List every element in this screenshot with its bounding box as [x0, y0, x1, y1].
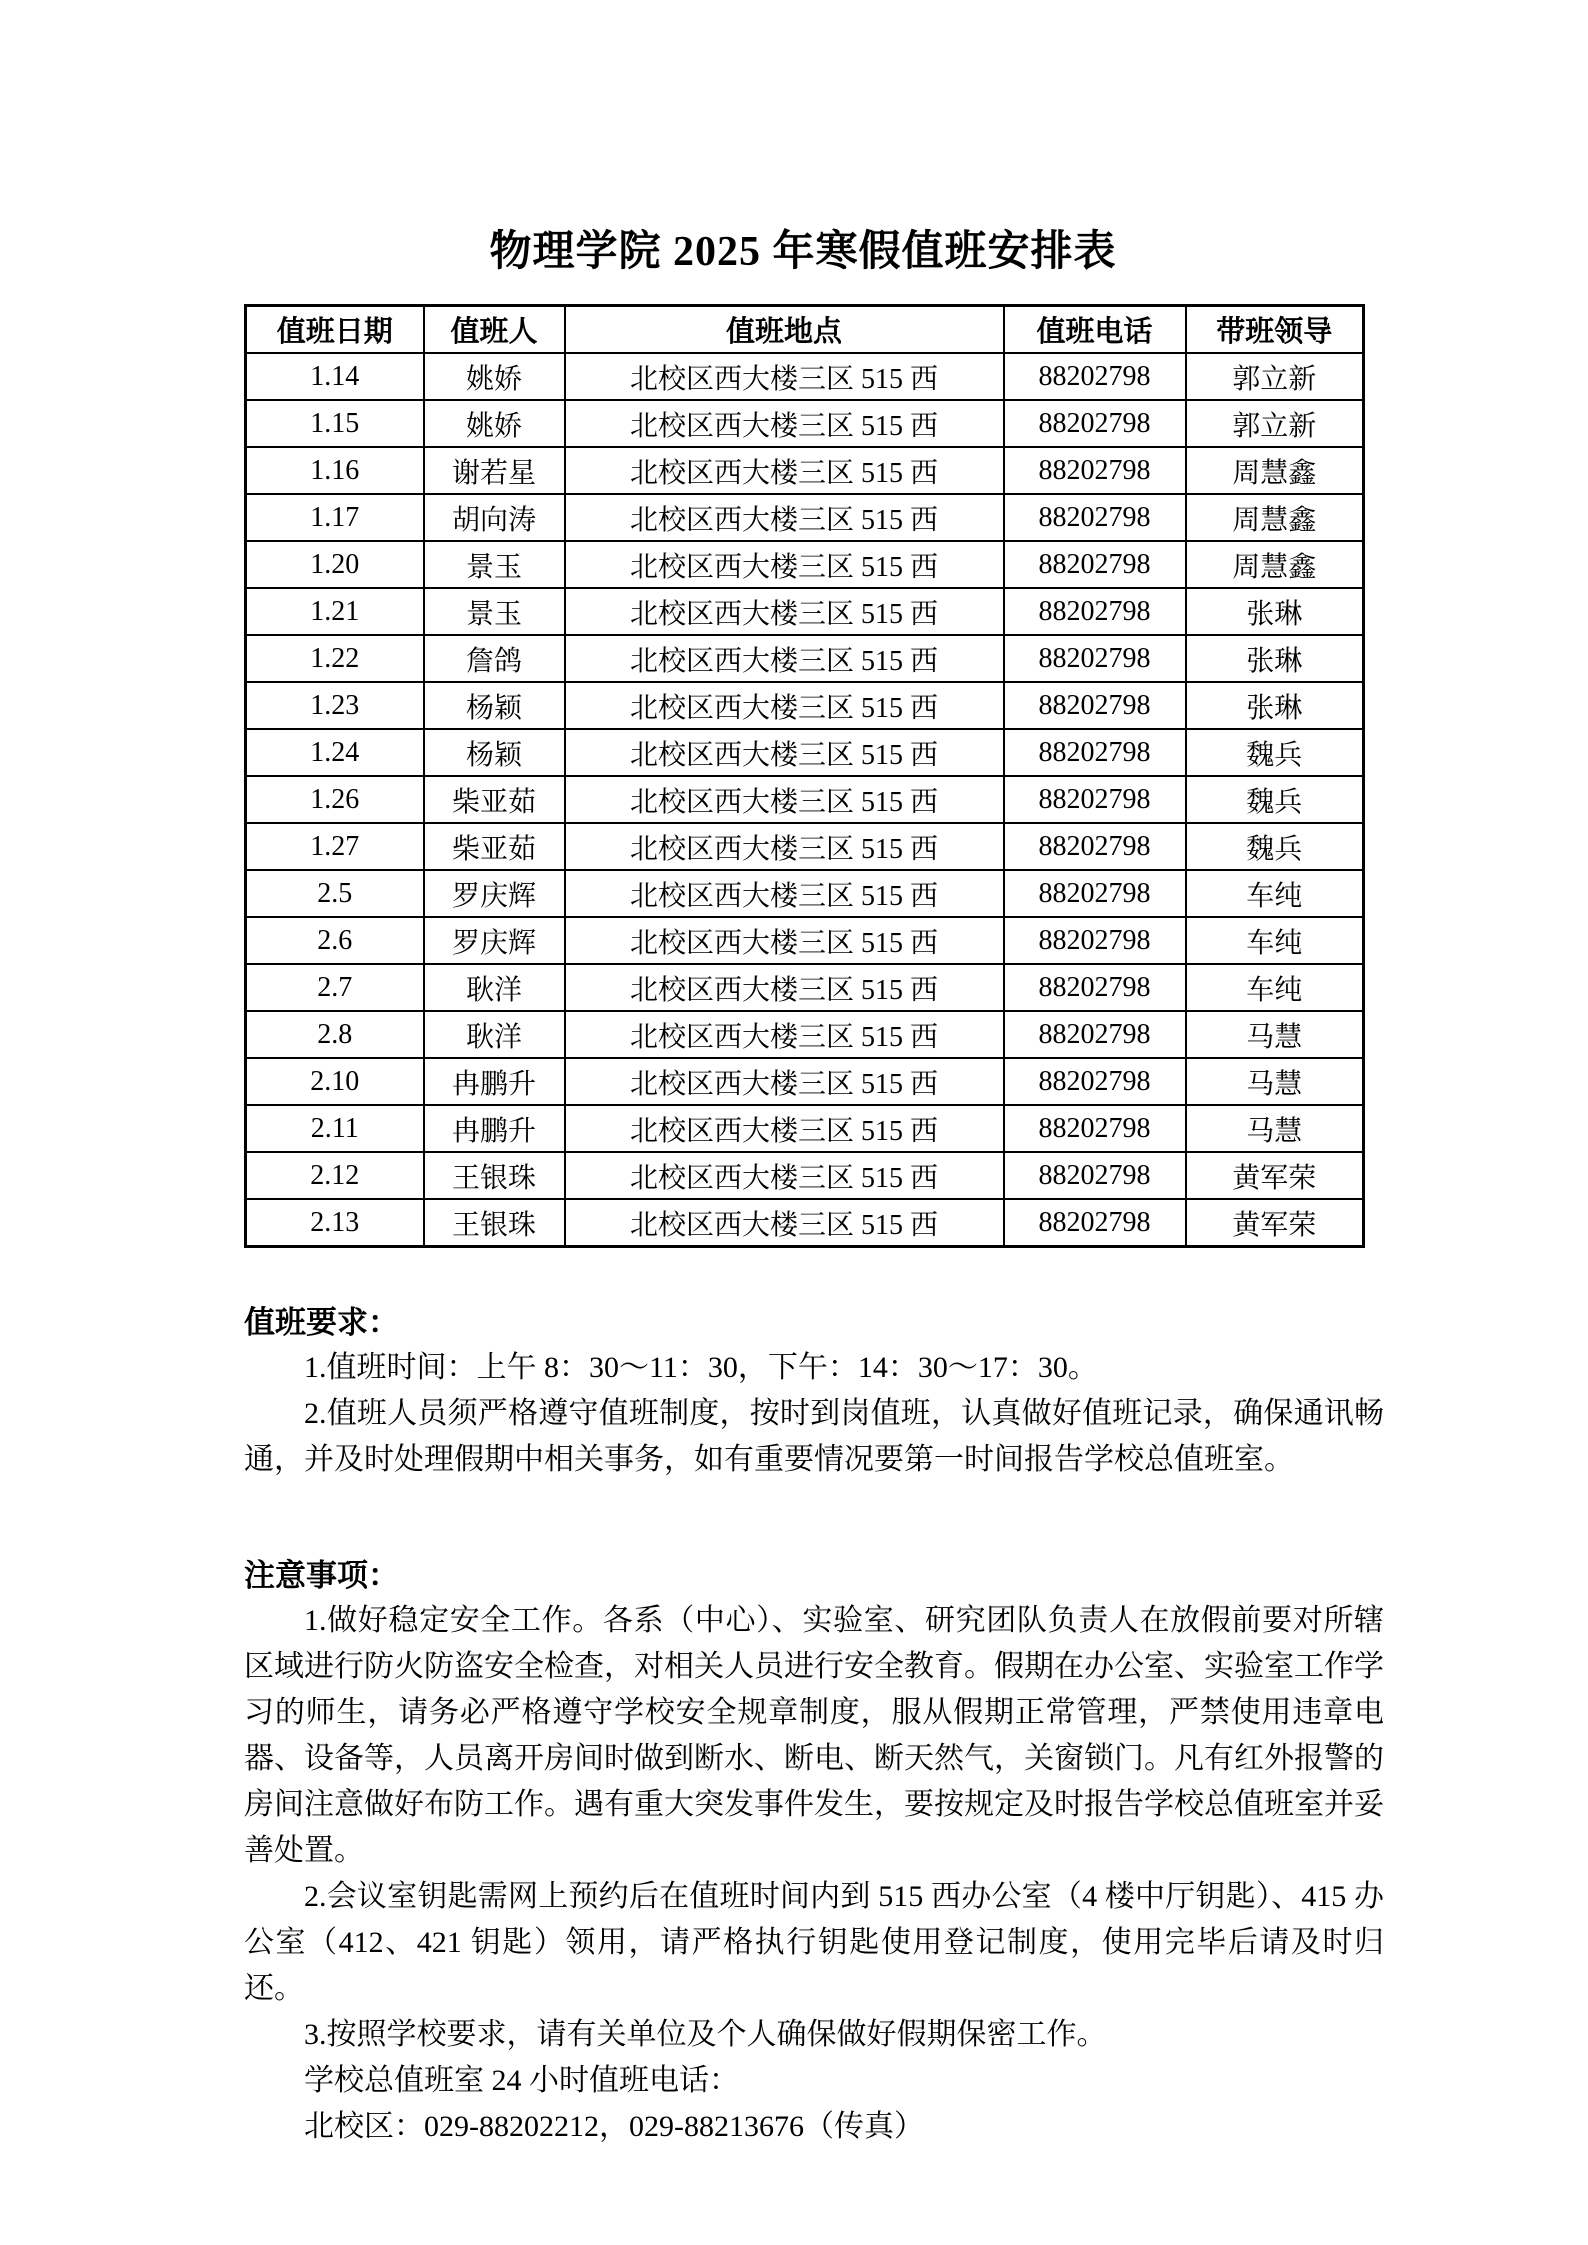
cell-duty-phone: 88202798: [1004, 682, 1186, 729]
header-duty-leader: 带班领导: [1186, 306, 1364, 354]
table-row: [246, 964, 1364, 1011]
page-title: 物理学院 2025 年寒假值班安排表: [489, 229, 1117, 275]
cell-duty-date: 2.7: [246, 964, 424, 1011]
cell-duty-person: 谢若星: [424, 447, 565, 494]
cell-duty-leader: 黄军荣: [1186, 1152, 1364, 1199]
cell-duty-person: 景玉: [424, 588, 565, 635]
table-row: [246, 541, 1364, 588]
cell-duty-date: 2.12: [246, 1152, 424, 1199]
table-row: [246, 870, 1364, 917]
cell-duty-phone: 88202798: [1004, 400, 1186, 447]
notes-item-2: 2.会议室钥匙需网上预约后在值班时间内到 515 西办公室（4 楼中厅钥匙）、415 办公室（412、421 钥匙）领用，请严格执行钥匙使用登记制度，使用完毕后请及时归还。: [244, 1880, 1384, 2005]
cell-duty-leader: 郭立新: [1186, 353, 1364, 400]
cell-duty-leader: 张琳: [1186, 588, 1364, 635]
cell-duty-date: 2.5: [246, 870, 424, 917]
cell-duty-person: 景玉: [424, 541, 565, 588]
cell-duty-location: 北校区西大楼三区 515 西: [565, 1058, 1004, 1105]
cell-duty-location: 北校区西大楼三区 515 西: [565, 1105, 1004, 1152]
cell-duty-phone: 88202798: [1004, 1011, 1186, 1058]
cell-duty-leader: 郭立新: [1186, 400, 1364, 447]
duty-table-header: [246, 306, 1364, 354]
notes-item-1: 1.做好稳定安全工作。各系（中心）、实验室、研究团队负责人在放假前要对所辖区域进行防火防盗安全检查，对相关人员进行安全教育。假期在办公室、实验室工作学习的师生，请务必严格遵守学校安全规章制度，服从假期正常管理，严禁使用违章电器、设备等，人员离开房间时做到断水、断电、断天然气，关窗锁门。凡有红外报警的房间注意做好布防工作。遇有重大突发事件发生，要按规定及时报告学校总值班室并妥善处置。: [244, 1604, 1384, 1867]
cell-duty-location: 北校区西大楼三区 515 西: [565, 682, 1004, 729]
cell-duty-phone: 88202798: [1004, 729, 1186, 776]
cell-duty-phone: 88202798: [1004, 353, 1186, 400]
table-row: [246, 1152, 1364, 1199]
cell-duty-date: 1.26: [246, 776, 424, 823]
cell-duty-person: 詹鸽: [424, 635, 565, 682]
table-row: [246, 917, 1364, 964]
table-row: [246, 776, 1364, 823]
cell-duty-date: 1.21: [246, 588, 424, 635]
cell-duty-phone: 88202798: [1004, 588, 1186, 635]
cell-duty-leader: 张琳: [1186, 635, 1364, 682]
cell-duty-location: 北校区西大楼三区 515 西: [565, 964, 1004, 1011]
cell-duty-date: 1.16: [246, 447, 424, 494]
cell-duty-location: 北校区西大楼三区 515 西: [565, 1152, 1004, 1199]
notes-heading: 注意事项：: [244, 1558, 399, 1593]
duty-table-body: [246, 353, 1364, 1247]
table-row: [246, 1011, 1364, 1058]
cell-duty-date: 2.10: [246, 1058, 424, 1105]
cell-duty-phone: 88202798: [1004, 870, 1186, 917]
cell-duty-person: 王银珠: [424, 1199, 565, 1247]
header-duty-date: 值班日期: [246, 306, 424, 354]
cell-duty-leader: 车纯: [1186, 964, 1364, 1011]
cell-duty-leader: 周慧鑫: [1186, 541, 1364, 588]
cell-duty-phone: 88202798: [1004, 635, 1186, 682]
section-notes: [244, 1553, 1384, 2150]
table-row: [246, 494, 1364, 541]
header-row: [246, 306, 1364, 354]
requirements-item-2: 2.值班人员须严格遵守值班制度，按时到岗值班，认真做好值班记录，确保通讯畅通，并及时处理假期中相关事务，如有重要情况要第一时间报告学校总值班室。: [244, 1397, 1384, 1476]
cell-duty-location: 北校区西大楼三区 515 西: [565, 870, 1004, 917]
cell-duty-person: 杨颖: [424, 682, 565, 729]
cell-duty-person: 王银珠: [424, 1152, 565, 1199]
cell-duty-leader: 魏兵: [1186, 823, 1364, 870]
cell-duty-person: 胡向涛: [424, 494, 565, 541]
cell-duty-leader: 车纯: [1186, 917, 1364, 964]
table-row: [246, 588, 1364, 635]
cell-duty-leader: 马慧: [1186, 1058, 1364, 1105]
cell-duty-person: 柴亚茹: [424, 823, 565, 870]
header-duty-person: 值班人: [424, 306, 565, 354]
cell-duty-person: 罗庆辉: [424, 917, 565, 964]
cell-duty-date: 1.24: [246, 729, 424, 776]
cell-duty-person: 耿洋: [424, 1011, 565, 1058]
cell-duty-phone: 88202798: [1004, 1199, 1186, 1247]
cell-duty-phone: 88202798: [1004, 541, 1186, 588]
cell-duty-phone: 88202798: [1004, 447, 1186, 494]
cell-duty-location: 北校区西大楼三区 515 西: [565, 1199, 1004, 1247]
cell-duty-location: 北校区西大楼三区 515 西: [565, 494, 1004, 541]
cell-duty-date: 2.6: [246, 917, 424, 964]
cell-duty-leader: 马慧: [1186, 1105, 1364, 1152]
cell-duty-location: 北校区西大楼三区 515 西: [565, 541, 1004, 588]
cell-duty-location: 北校区西大楼三区 515 西: [565, 447, 1004, 494]
cell-duty-person: 姚娇: [424, 400, 565, 447]
notes-hotline-numbers: 北校区：029-88202212，029-88213676（传真）: [304, 2110, 924, 2143]
table-row: [246, 1058, 1364, 1105]
cell-duty-date: 2.13: [246, 1199, 424, 1247]
table-row: [246, 400, 1364, 447]
cell-duty-phone: 88202798: [1004, 1058, 1186, 1105]
cell-duty-leader: 张琳: [1186, 682, 1364, 729]
cell-duty-phone: 88202798: [1004, 494, 1186, 541]
section-duty-requirements: [244, 1300, 1384, 1483]
requirements-heading: 值班要求：: [244, 1305, 399, 1340]
cell-duty-phone: 88202798: [1004, 917, 1186, 964]
cell-duty-date: 1.27: [246, 823, 424, 870]
cell-duty-leader: 魏兵: [1186, 776, 1364, 823]
requirements-item-1: 1.值班时间：上午 8：30～11：30，下午：14：30～17：30。: [304, 1351, 1098, 1384]
cell-duty-date: 1.23: [246, 682, 424, 729]
cell-duty-date: 1.14: [246, 353, 424, 400]
table-row: [246, 682, 1364, 729]
cell-duty-location: 北校区西大楼三区 515 西: [565, 400, 1004, 447]
cell-duty-location: 北校区西大楼三区 515 西: [565, 917, 1004, 964]
cell-duty-date: 2.11: [246, 1105, 424, 1152]
table-row: [246, 353, 1364, 400]
table-row: [246, 635, 1364, 682]
cell-duty-leader: 黄军荣: [1186, 1199, 1364, 1247]
table-row: [246, 1199, 1364, 1247]
cell-duty-phone: 88202798: [1004, 964, 1186, 1011]
cell-duty-date: 2.8: [246, 1011, 424, 1058]
cell-duty-leader: 魏兵: [1186, 729, 1364, 776]
cell-duty-leader: 马慧: [1186, 1011, 1364, 1058]
cell-duty-person: 杨颖: [424, 729, 565, 776]
cell-duty-person: 耿洋: [424, 964, 565, 1011]
cell-duty-date: 1.15: [246, 400, 424, 447]
header-duty-phone: 值班电话: [1004, 306, 1186, 354]
cell-duty-phone: 88202798: [1004, 776, 1186, 823]
cell-duty-phone: 88202798: [1004, 1105, 1186, 1152]
cell-duty-location: 北校区西大楼三区 515 西: [565, 729, 1004, 776]
cell-duty-phone: 88202798: [1004, 823, 1186, 870]
cell-duty-person: 冉鹏升: [424, 1105, 565, 1152]
cell-duty-date: 1.22: [246, 635, 424, 682]
cell-duty-leader: 车纯: [1186, 870, 1364, 917]
cell-duty-phone: 88202798: [1004, 1152, 1186, 1199]
notes-item-3: 3.按照学校要求，请有关单位及个人确保做好假期保密工作。: [304, 2018, 1107, 2051]
table-row: [246, 447, 1364, 494]
cell-duty-location: 北校区西大楼三区 515 西: [565, 776, 1004, 823]
cell-duty-leader: 周慧鑫: [1186, 447, 1364, 494]
table-row: [246, 729, 1364, 776]
duty-schedule-table: [244, 304, 1365, 1248]
cell-duty-location: 北校区西大楼三区 515 西: [565, 588, 1004, 635]
cell-duty-date: 1.17: [246, 494, 424, 541]
table-row: [246, 823, 1364, 870]
cell-duty-date: 1.20: [246, 541, 424, 588]
cell-duty-location: 北校区西大楼三区 515 西: [565, 1011, 1004, 1058]
cell-duty-person: 柴亚茹: [424, 776, 565, 823]
cell-duty-leader: 周慧鑫: [1186, 494, 1364, 541]
notes-hotline-label: 学校总值班室 24 小时值班电话：: [304, 2064, 739, 2097]
cell-duty-person: 罗庆辉: [424, 870, 565, 917]
cell-duty-person: 冉鹏升: [424, 1058, 565, 1105]
cell-duty-location: 北校区西大楼三区 515 西: [565, 823, 1004, 870]
table-row: [246, 1105, 1364, 1152]
cell-duty-location: 北校区西大楼三区 515 西: [565, 635, 1004, 682]
cell-duty-location: 北校区西大楼三区 515 西: [565, 353, 1004, 400]
cell-duty-person: 姚娇: [424, 353, 565, 400]
header-duty-location: 值班地点: [565, 306, 1004, 354]
